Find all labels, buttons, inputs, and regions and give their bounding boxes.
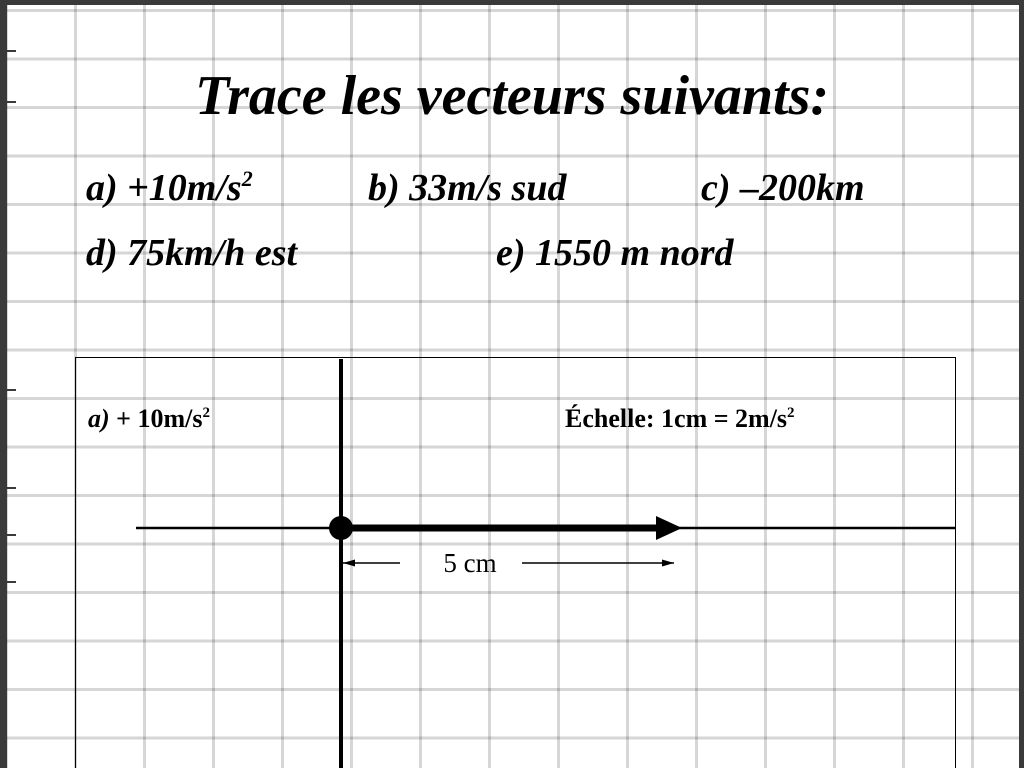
item-a-exponent: 2	[241, 166, 253, 191]
vector-arrowhead	[656, 516, 682, 540]
item-b: b) 33m/s sud	[368, 167, 567, 209]
vector-origin-point	[329, 516, 353, 540]
item-e: e) 1550 m nord	[496, 232, 734, 274]
item-d: d) 75km/h est	[86, 232, 298, 274]
dimension-arrow-right	[662, 560, 674, 567]
scale-label	[565, 404, 795, 434]
vector-length-label: 5 cm	[443, 548, 497, 578]
slide-title: Trace les vecteurs suivants:	[194, 65, 830, 127]
diagram-label-letter: a)	[88, 404, 110, 433]
item-c: c) –200km	[701, 167, 865, 209]
diagram-label	[88, 404, 210, 434]
diagram-label-text: + 10m/s	[109, 404, 203, 433]
scale-label-exponent: 2	[787, 405, 795, 421]
dimension-arrow-left	[343, 560, 355, 567]
diagram-label-exponent: 2	[202, 405, 210, 421]
scale-label-text: Échelle: 1cm = 2m/s	[565, 404, 788, 433]
item-a-text: a) +10m/s	[86, 167, 242, 209]
